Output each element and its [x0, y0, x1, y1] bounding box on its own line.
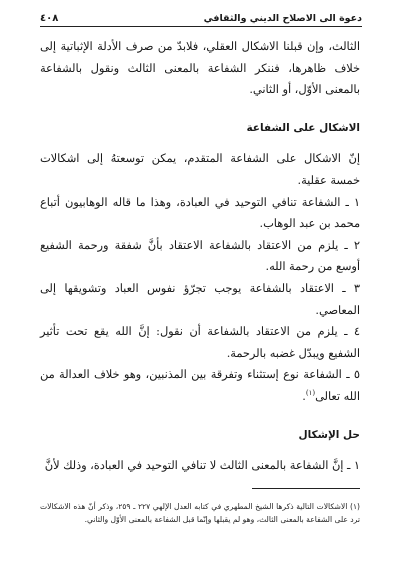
running-header [40, 8, 362, 27]
problem-item-5: ٥ ـ الشفاعة نوع إستثناء وتفرقة بين المذنبين، وهو خلاف العدالة من الله تعالى$^{(١)}$. [40, 368, 360, 403]
problem-item-5-text: ٥ ـ الشفاعة نوع إستثناء وتفرقة بين المذنبين، وهو خلاف العدالة من الله تعالى [40, 368, 360, 403]
footnote: (١) الاشكالات التالية ذكرها الشيخ المطهري في كتابه العدل الإلهي ٢٢٧ ـ ٢٥٩، وذكر أنّ هذه الاشكالات ترد على الشفاعة بالمعنى الثالث، وهو لم يقبلها وإنّما قبل الشفاعة بالمعنى الأوّل والثاني. [40, 501, 360, 524]
page-number: ٤٠٨ [40, 13, 59, 24]
problem-item-2: ٢ ـ يلزم من الاعتقاد بالشفاعة الاعتقاد بأنَّ شفقة ورحمة الشفيع أوسع من رحمة الله. [40, 238, 360, 274]
intro-paragraph: الثالث، وإن قبلنا الاشكال العقلي، فلابدّ من صرف الأدلة الإثباتية إلى خلاف ظاهرها، فننكر الشفاعة بالمعنى الثالث ونقول بالشفاعة بالمعنى الأوّل، أو الثاني. [40, 40, 360, 97]
main-text [40, 36, 360, 477]
footnote-divider [252, 488, 360, 489]
section-heading-solution: حل الإشكال [298, 428, 360, 441]
section-heading-problem: الاشكال على الشفاعة [246, 121, 360, 134]
footnote-marker: (١) [305, 389, 316, 398]
running-title: دعوة الى الاصلاح الديني والثقافي [203, 13, 362, 24]
problem-item-3: ٣ ـ الاعتقاد بالشفاعة يوجب تجرّؤ نفوس العباد وتشويقها إلى المعاصي. [40, 281, 360, 317]
solution-first-line: ١ ـ إنَّ الشفاعة بالمعنى الثالث لا تنافي التوحيد في العبادة، وذلك لأنَّ [44, 459, 360, 473]
problem-item-1: ١ ـ الشفاعة تنافي التوحيد في العبادة، وهذا ما قاله الوهابيون أتباع محمد بن عبد الوهاب. [40, 195, 360, 231]
problem-intro-paragraph: إنّ الاشكال على الشفاعة المتقدم، يمكن توسعتهُ إلى اشكالات خمسة عقلية. [40, 152, 360, 187]
problem-item-4: ٤ ـ يلزم من الاعتقاد بالشفاعة أن نقول: إنَّ الله يقع تحت تأثير الشفيع ويبدّل غضبه بالرحمة. [40, 325, 360, 360]
